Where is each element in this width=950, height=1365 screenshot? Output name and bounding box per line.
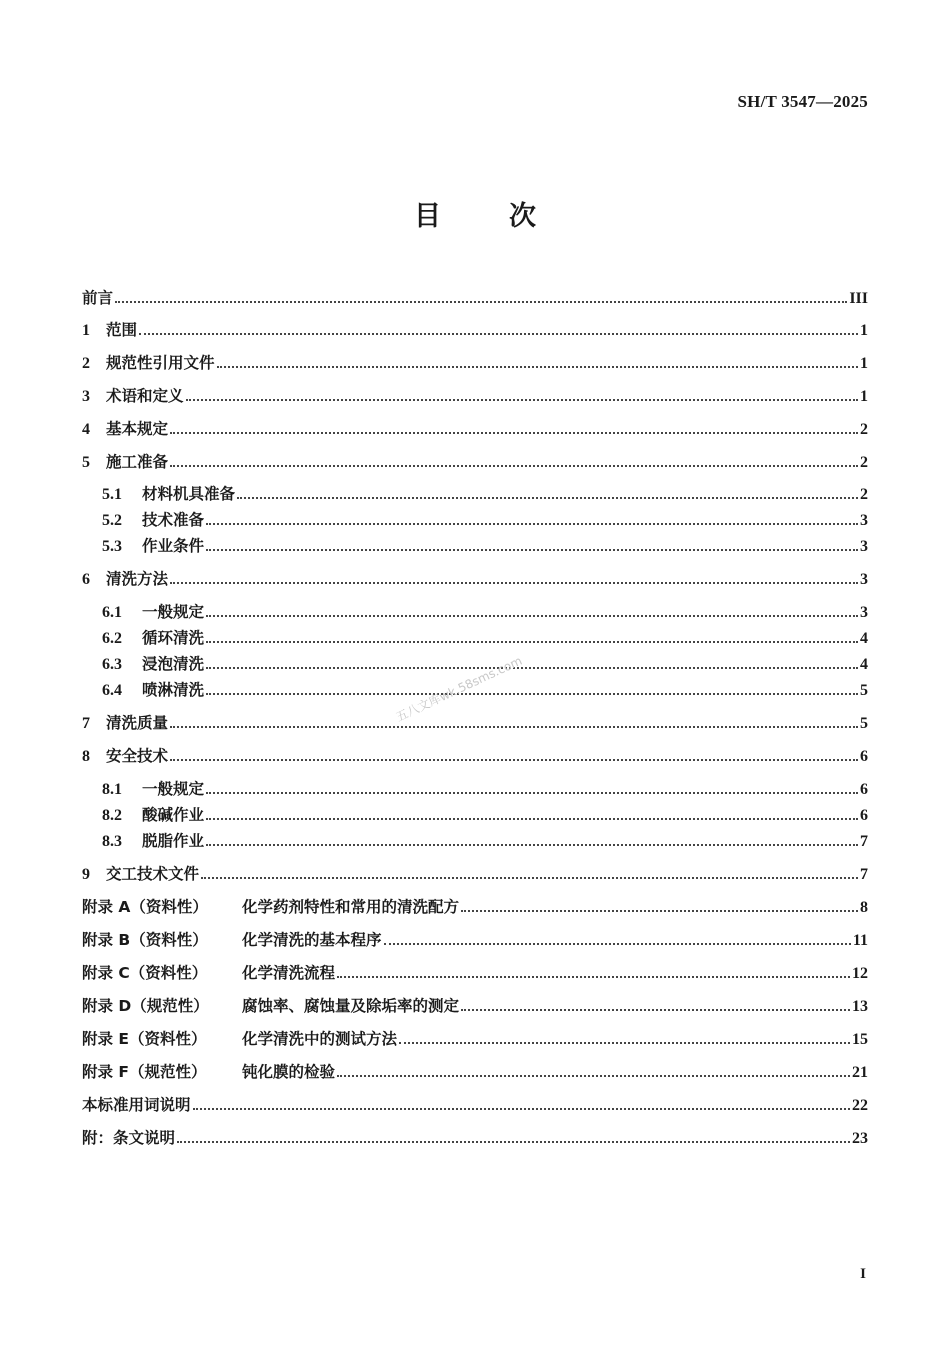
toc-entry-label: 一般规定	[142, 603, 205, 621]
toc-dot-leader	[384, 943, 851, 945]
toc-entry-label: 材料机具准备	[142, 485, 236, 503]
toc-entry-number: 1	[82, 322, 90, 339]
toc-entry-number: 6	[82, 571, 90, 588]
toc-entry-number: 3	[82, 388, 90, 405]
toc-entry-label: 浸泡清洗	[142, 655, 205, 673]
toc-entry-label: 腐蚀率、腐蚀量及除垢率的测定	[242, 997, 460, 1015]
toc-entry-label: 清洗质量	[106, 714, 169, 732]
toc-entry[interactable]	[82, 1027, 868, 1049]
toc-entry-label: 脱脂作业	[142, 832, 205, 850]
toc-entry-label: 术语和定义	[106, 387, 184, 405]
toc-appendix-prefix: 附录 D（规范性）	[82, 997, 209, 1015]
toc-dot-leader	[337, 1075, 850, 1077]
toc-page-number: 1	[860, 388, 868, 405]
toc-entry-label: 交工技术文件	[106, 865, 200, 883]
toc-page-number: 4	[860, 630, 868, 647]
toc-entry-number: 5	[82, 454, 90, 471]
toc-entry-label: 清洗方法	[106, 570, 169, 588]
toc-page-number: 6	[860, 781, 868, 798]
toc-dot-leader	[170, 582, 858, 584]
toc-entry[interactable]	[102, 600, 868, 622]
toc-entry[interactable]	[82, 744, 868, 766]
toc-entry[interactable]	[82, 351, 868, 373]
toc-entry[interactable]	[82, 928, 868, 950]
toc-entry[interactable]	[82, 1126, 868, 1148]
toc-entry-label: 酸碱作业	[142, 806, 205, 824]
toc-dot-leader	[237, 497, 858, 499]
toc-dot-leader	[206, 792, 858, 794]
toc-page-number: 13	[852, 998, 868, 1015]
toc-appendix-prefix: 附录 C（资料性）	[82, 964, 208, 982]
toc-entry[interactable]	[102, 534, 868, 556]
toc-entry-label: 范围	[106, 321, 138, 339]
toc-dot-leader	[461, 1009, 850, 1011]
toc-page-number: 1	[860, 355, 868, 372]
toc-dot-leader	[399, 1042, 850, 1044]
toc-page-number: 3	[860, 512, 868, 529]
toc-entry[interactable]	[82, 450, 868, 472]
toc-page-number: 7	[860, 866, 868, 883]
toc-entry[interactable]	[82, 567, 868, 589]
toc-entry-label: 附：条文说明	[82, 1129, 176, 1147]
toc-dot-leader	[139, 333, 858, 335]
toc-entry-number: 5.1	[102, 486, 122, 503]
toc-page-number: 21	[852, 1064, 868, 1081]
toc-page-number: 23	[852, 1130, 868, 1147]
toc-entry[interactable]	[82, 318, 868, 340]
toc-page-number: 11	[852, 932, 868, 949]
toc-entry-number: 6.4	[102, 682, 122, 699]
toc-dot-leader	[206, 818, 858, 820]
toc-appendix-prefix: 附录 B（资料性）	[82, 931, 208, 949]
toc-entry-label: 本标准用词说明	[82, 1096, 191, 1114]
toc-dot-leader	[170, 759, 858, 761]
toc-entry-number: 7	[82, 715, 90, 732]
toc-dot-leader	[337, 976, 850, 978]
toc-entry[interactable]	[82, 994, 868, 1016]
toc-page-number: 4	[860, 656, 868, 673]
toc-entry-number: 8.1	[102, 781, 122, 798]
toc-entry-label: 化学清洗的基本程序	[242, 931, 382, 949]
toc-page-number: 2	[860, 421, 868, 438]
toc-entry-label: 化学药剂特性和常用的清洗配方	[242, 898, 460, 916]
toc-dot-leader	[206, 523, 858, 525]
toc-entry[interactable]	[102, 508, 868, 530]
toc-entry-number: 8	[82, 748, 90, 765]
footer-page-number: I	[860, 1266, 866, 1282]
toc-dot-leader	[186, 399, 858, 401]
toc-page-number: III	[849, 290, 868, 307]
toc-appendix-prefix: 附录 A（资料性）	[82, 898, 208, 916]
toc-entry-label: 化学清洗流程	[242, 964, 336, 982]
toc-entry[interactable]	[82, 895, 868, 917]
toc-dot-leader	[461, 910, 858, 912]
toc-entry-label: 循环清洗	[142, 629, 205, 647]
toc-entry[interactable]	[82, 1093, 868, 1115]
toc-entry-number: 9	[82, 866, 90, 883]
toc-dot-leader	[217, 366, 858, 368]
toc-dot-leader	[170, 432, 858, 434]
toc-entry[interactable]	[82, 417, 868, 439]
toc-page-number: 12	[852, 965, 868, 982]
toc-entry[interactable]	[102, 626, 868, 648]
toc-entry[interactable]	[82, 1060, 868, 1082]
toc-entry[interactable]	[82, 961, 868, 983]
toc-entry[interactable]	[102, 829, 868, 851]
toc-page-number: 3	[860, 538, 868, 555]
toc-dot-leader	[206, 667, 858, 669]
toc-dot-leader	[206, 615, 858, 617]
toc-entry-number: 2	[82, 355, 90, 372]
toc-entry-number: 5.2	[102, 512, 122, 529]
toc-entry[interactable]	[82, 862, 868, 884]
toc-page-number: 2	[860, 454, 868, 471]
toc-entry[interactable]	[82, 286, 868, 308]
toc-dot-leader	[170, 726, 858, 728]
toc-page-number: 22	[852, 1097, 868, 1114]
toc-dot-leader	[177, 1141, 850, 1143]
toc-entry-number: 8.2	[102, 807, 122, 824]
toc-entry-label: 作业条件	[142, 537, 205, 555]
title-char-1: 目	[414, 201, 441, 232]
toc-dot-leader	[193, 1108, 850, 1110]
toc-dot-leader	[206, 549, 858, 551]
toc-page-number: 6	[860, 807, 868, 824]
toc-page-number: 8	[860, 899, 868, 916]
toc-entry-label: 化学清洗中的测试方法	[242, 1030, 398, 1048]
toc-appendix-prefix: 附录 F（规范性）	[82, 1063, 207, 1081]
toc-page-number: 2	[860, 486, 868, 503]
toc-page-number: 5	[860, 715, 868, 732]
toc-entry-label: 施工准备	[106, 453, 169, 471]
toc-entry[interactable]	[102, 777, 868, 799]
toc-entry-label: 喷淋清洗	[142, 681, 205, 699]
toc-entry-label: 安全技术	[106, 747, 169, 765]
title-char-2: 次	[509, 201, 536, 232]
toc-dot-leader	[206, 693, 858, 695]
toc-entry-number: 6.2	[102, 630, 122, 647]
toc-entry-number: 6.3	[102, 656, 122, 673]
toc-page-number: 15	[852, 1031, 868, 1048]
toc-entry-label: 基本规定	[106, 420, 169, 438]
toc-page-number: 1	[860, 322, 868, 339]
toc-dot-leader	[206, 844, 858, 846]
toc-dot-leader	[170, 465, 858, 467]
toc-page-number: 3	[860, 571, 868, 588]
toc-entry-number: 4	[82, 421, 90, 438]
toc-appendix-prefix: 附录 E（资料性）	[82, 1030, 207, 1048]
toc-entry-label: 技术准备	[142, 511, 205, 529]
toc-entry-number: 6.1	[102, 604, 122, 621]
toc-dot-leader	[206, 641, 858, 643]
toc-entry[interactable]	[102, 803, 868, 825]
toc-entry[interactable]	[102, 482, 868, 504]
toc-entry[interactable]	[82, 711, 868, 733]
toc-dot-leader	[115, 301, 847, 303]
page-title	[0, 194, 950, 233]
toc-page-number: 3	[860, 604, 868, 621]
watermark: 五八文库wk.58sms.com	[393, 653, 525, 725]
toc-entry[interactable]	[82, 384, 868, 406]
toc-entry-label: 前言	[82, 289, 114, 307]
toc-page-number: 6	[860, 748, 868, 765]
toc-entry-label: 一般规定	[142, 780, 205, 798]
toc-entry-number: 8.3	[102, 833, 122, 850]
standard-code: SH/T 3547—2025	[737, 92, 868, 111]
toc-dot-leader	[201, 877, 858, 879]
toc-entry-number: 5.3	[102, 538, 122, 555]
toc-entry-label: 规范性引用文件	[106, 354, 215, 372]
toc-page-number: 5	[860, 682, 868, 699]
toc-page-number: 7	[860, 833, 868, 850]
toc-entry-label: 钝化膜的检验	[242, 1063, 336, 1081]
